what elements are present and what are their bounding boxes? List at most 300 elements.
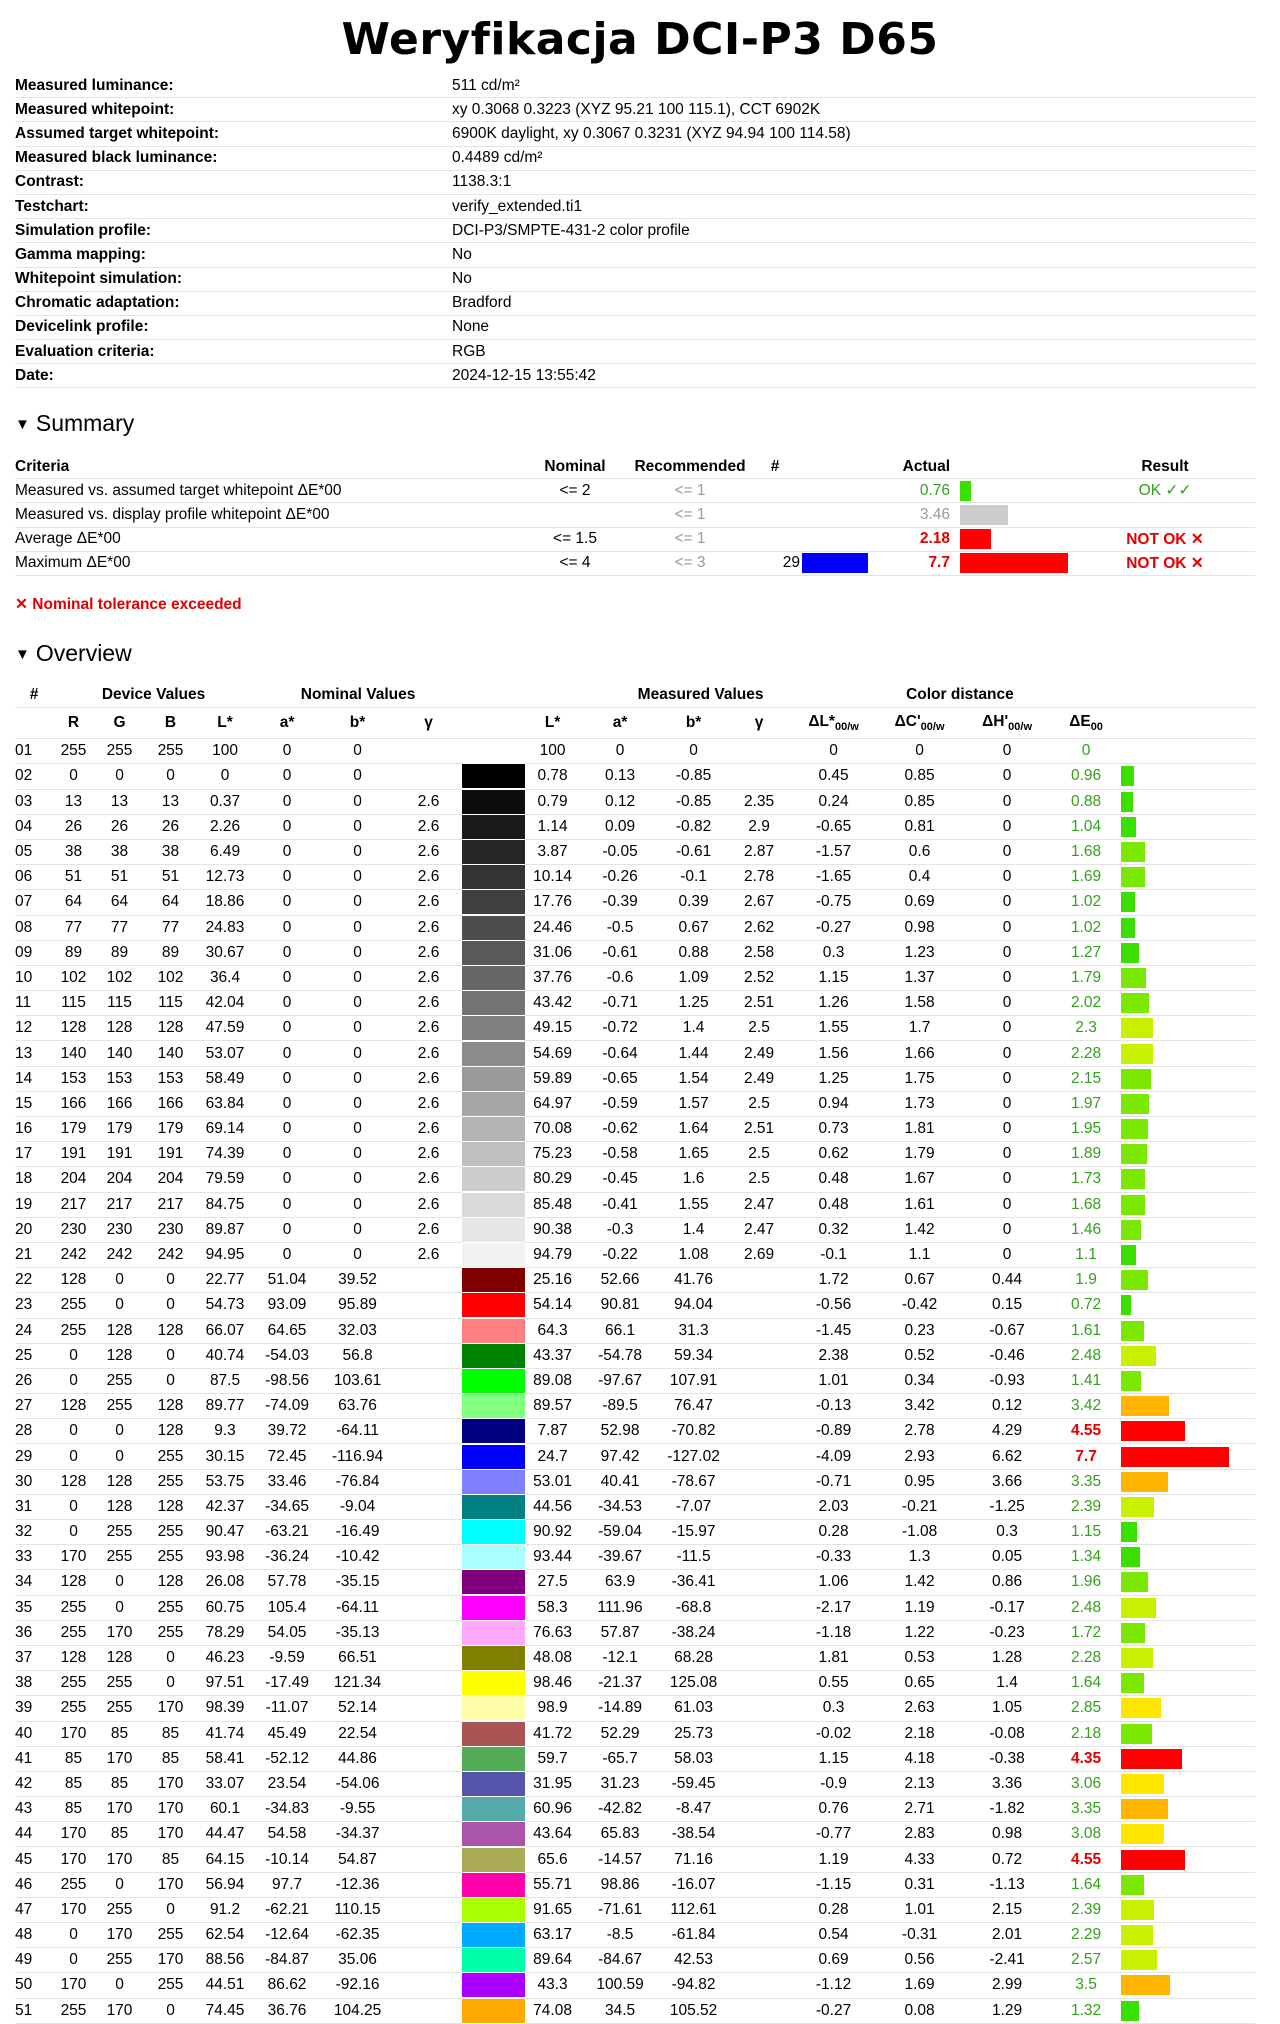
g-cell: 85	[94, 1771, 145, 1796]
nom-gamma-cell: 2.6	[395, 965, 462, 990]
g-cell: 38	[94, 839, 145, 864]
delta-l-cell: 0	[791, 739, 876, 764]
color-swatch-cell	[462, 1520, 525, 1545]
b-cell: 51	[145, 865, 196, 890]
meas-a-cell: -8.5	[580, 1923, 660, 1948]
color-swatch-cell	[462, 1217, 525, 1242]
delta-e-bar-cell	[1121, 1797, 1255, 1822]
meas-l-cell: 10.14	[525, 865, 580, 890]
delta-e-bar-cell	[1121, 1117, 1255, 1142]
delta-e-bar	[1121, 1497, 1154, 1517]
overview-row	[15, 1545, 1255, 1570]
color-swatch-cell	[462, 1595, 525, 1620]
meas-gamma-cell	[727, 1872, 791, 1897]
r-cell: 0	[53, 1948, 94, 1973]
meas-gamma-cell	[727, 1721, 791, 1746]
r-cell: 64	[53, 890, 94, 915]
delta-l-cell: -0.9	[791, 1771, 876, 1796]
delta-e-cell: 1.61	[1051, 1318, 1121, 1343]
num-cell: 40	[15, 1721, 53, 1746]
num-cell: 10	[15, 965, 53, 990]
delta-e-cell: 0.88	[1051, 789, 1121, 814]
nom-gamma-cell	[395, 1343, 462, 1368]
meas-gamma-cell	[727, 1847, 791, 1872]
color-swatch	[462, 1545, 525, 1569]
delta-e-bar	[1121, 842, 1145, 862]
delta-e-cell: 2.15	[1051, 1066, 1121, 1091]
delta-c-cell: 0.31	[876, 1872, 963, 1897]
b-cell: 255	[145, 1973, 196, 1998]
info-label: Measured black luminance:	[15, 146, 452, 170]
delta-h-cell: -0.08	[963, 1721, 1051, 1746]
num-cell: 25	[15, 1343, 53, 1368]
delta-e-bar-cell	[1121, 814, 1255, 839]
color-swatch-cell	[462, 1268, 525, 1293]
nom-a-cell: -11.07	[254, 1696, 320, 1721]
g-cell: 51	[94, 865, 145, 890]
nom-a-cell: 0	[254, 940, 320, 965]
delta-e-bar-cell	[1121, 1091, 1255, 1116]
color-swatch-cell	[462, 1897, 525, 1922]
color-swatch	[462, 1999, 525, 2023]
delta-e-bar	[1121, 1799, 1168, 1819]
delta-c-cell: 0.08	[876, 1998, 963, 2023]
meas-b-cell: 25.73	[660, 1721, 727, 1746]
meas-a-cell: -14.57	[580, 1847, 660, 1872]
r-cell: 77	[53, 915, 94, 940]
color-swatch-cell	[462, 1822, 525, 1847]
summary-section-toggle[interactable]	[15, 410, 134, 437]
delta-l-cell: 1.55	[791, 1016, 876, 1041]
overview-row	[15, 1142, 1255, 1167]
nom-gamma-cell	[395, 1746, 462, 1771]
delta-e-bar-cell	[1121, 1570, 1255, 1595]
delta-e-bar	[1121, 1044, 1153, 1064]
delta-h-cell: 1.05	[963, 1696, 1051, 1721]
g-cell: 64	[94, 890, 145, 915]
delta-l-cell: 1.26	[791, 991, 876, 1016]
delta-e-cell: 1.02	[1051, 915, 1121, 940]
nom-gamma-cell	[395, 1771, 462, 1796]
color-swatch	[462, 764, 525, 788]
num-cell: 12	[15, 1016, 53, 1041]
delta-e-bar	[1121, 1371, 1141, 1391]
color-swatch	[462, 941, 525, 965]
r-cell: 128	[53, 1016, 94, 1041]
nom-b-cell: 0	[320, 965, 395, 990]
meas-b-cell: 0	[660, 739, 727, 764]
delta-e-cell: 1.04	[1051, 814, 1121, 839]
num-cell: 23	[15, 1293, 53, 1318]
info-value: No	[452, 243, 1255, 267]
info-value: 1138.3:1	[452, 170, 1255, 194]
nom-l-cell: 12.73	[196, 865, 254, 890]
delta-h-cell: 0	[963, 1242, 1051, 1267]
num-cell: 37	[15, 1645, 53, 1670]
nom-a-cell: 93.09	[254, 1293, 320, 1318]
g-cell: 0	[94, 1570, 145, 1595]
nom-a-cell: 105.4	[254, 1595, 320, 1620]
color-swatch-cell	[462, 1645, 525, 1670]
color-swatch-cell	[462, 1091, 525, 1116]
delta-e-cell: 0.72	[1051, 1293, 1121, 1318]
delta-h-cell: -2.41	[963, 1948, 1051, 1973]
nom-b-cell: 63.76	[320, 1394, 395, 1419]
meas-a-cell: 100.59	[580, 1973, 660, 1998]
delta-e-bar	[1121, 1724, 1152, 1744]
criteria-cell: Measured vs. display profile whitepoint ΔE*00	[15, 503, 520, 527]
delta-e-cell: 2.39	[1051, 1494, 1121, 1519]
meas-a-cell: 111.96	[580, 1595, 660, 1620]
delta-e-bar	[1121, 1396, 1169, 1416]
meas-a-cell: -21.37	[580, 1671, 660, 1696]
delta-e-cell: 0	[1051, 739, 1121, 764]
delta-c-cell: 0.85	[876, 789, 963, 814]
delta-e-bar-cell	[1121, 1545, 1255, 1570]
nom-b-cell: -62.35	[320, 1923, 395, 1948]
meas-b-cell: 1.08	[660, 1242, 727, 1267]
nom-l-cell: 56.94	[196, 1872, 254, 1897]
info-label: Testchart:	[15, 194, 452, 218]
delta-h-cell: -1.13	[963, 1872, 1051, 1897]
nom-gamma-cell	[395, 1645, 462, 1670]
r-cell: 153	[53, 1066, 94, 1091]
delta-l-cell: 0.48	[791, 1192, 876, 1217]
nom-a-cell: -62.21	[254, 1897, 320, 1922]
meas-l-cell: 24.7	[525, 1444, 580, 1469]
meas-gamma-cell: 2.58	[727, 940, 791, 965]
meas-a-cell: -0.45	[580, 1167, 660, 1192]
g-cell: 255	[94, 1368, 145, 1393]
meas-gamma-cell: 2.49	[727, 1041, 791, 1066]
b-cell: 191	[145, 1142, 196, 1167]
actual-header: Actual	[868, 455, 950, 479]
delta-h-cell: -0.23	[963, 1620, 1051, 1645]
meas-gamma-cell	[727, 1746, 791, 1771]
recommended-cell: <= 1	[630, 527, 750, 551]
collapse-triangle-icon: ▼	[15, 416, 30, 433]
nom-b-cell: 32.03	[320, 1318, 395, 1343]
meas-l-cell: 90.92	[525, 1520, 580, 1545]
delta-e-cell: 2.02	[1051, 991, 1121, 1016]
color-swatch	[462, 1722, 525, 1746]
info-row	[15, 219, 1255, 243]
num-cell: 49	[15, 1948, 53, 1973]
r-cell: 85	[53, 1746, 94, 1771]
nom-b-cell: -12.36	[320, 1872, 395, 1897]
delta-e-bar	[1121, 1749, 1182, 1769]
delta-c-cell: 0	[876, 739, 963, 764]
color-swatch	[462, 1419, 525, 1443]
distance-header	[1051, 708, 1121, 739]
color-swatch-cell	[462, 915, 525, 940]
meas-gamma-cell	[727, 1696, 791, 1721]
delta-e-bar	[1121, 867, 1145, 887]
color-swatch-cell	[462, 1066, 525, 1091]
color-swatch	[462, 1570, 525, 1594]
delta-e-cell: 1.79	[1051, 965, 1121, 990]
meas-gamma-cell: 2.35	[727, 789, 791, 814]
nom-gamma-cell	[395, 1822, 462, 1847]
r-cell: 128	[53, 1570, 94, 1595]
num-cell: 17	[15, 1142, 53, 1167]
delta-e-cell: 1.68	[1051, 839, 1121, 864]
meas-b-cell: -11.5	[660, 1545, 727, 1570]
g-cell: 170	[94, 1923, 145, 1948]
delta-h-cell: 0.86	[963, 1570, 1051, 1595]
delta-e-cell: 1.64	[1051, 1872, 1121, 1897]
meas-gamma-cell	[727, 1923, 791, 1948]
actual-bar-cell	[960, 527, 1075, 551]
color-swatch-cell	[462, 1998, 525, 2023]
info-row	[15, 170, 1255, 194]
meas-a-cell: 97.42	[580, 1444, 660, 1469]
nom-a-cell: 0	[254, 865, 320, 890]
meas-b-cell: 1.09	[660, 965, 727, 990]
b-cell: 170	[145, 1822, 196, 1847]
meas-b-cell: 94.04	[660, 1293, 727, 1318]
meas-a-cell: 66.1	[580, 1318, 660, 1343]
nom-l-cell: 87.5	[196, 1368, 254, 1393]
delta-c-cell: 1.66	[876, 1041, 963, 1066]
meas-l-cell: 65.6	[525, 1847, 580, 1872]
delta-c-cell: 1.73	[876, 1091, 963, 1116]
num-cell: 42	[15, 1771, 53, 1796]
color-swatch	[462, 1848, 525, 1872]
nom-gamma-cell	[395, 1671, 462, 1696]
meas-b-cell: -7.07	[660, 1494, 727, 1519]
delta-c-cell: 2.71	[876, 1797, 963, 1822]
delta-e-cell: 1.64	[1051, 1671, 1121, 1696]
nom-l-cell: 98.39	[196, 1696, 254, 1721]
actual-bar	[960, 529, 991, 549]
delta-l-cell: 0.94	[791, 1091, 876, 1116]
meas-l-cell: 98.9	[525, 1696, 580, 1721]
color-swatch	[462, 1646, 525, 1670]
delta-e-bar	[1121, 1824, 1164, 1844]
nom-b-cell: 35.06	[320, 1948, 395, 1973]
delta-l-cell: 0.3	[791, 1696, 876, 1721]
overview-section-toggle[interactable]	[15, 640, 132, 667]
g-cell: 0	[94, 1595, 145, 1620]
delta-c-cell: 1.58	[876, 991, 963, 1016]
nom-l-cell: 88.56	[196, 1948, 254, 1973]
nom-a-cell: -10.14	[254, 1847, 320, 1872]
delta-h-cell: 0	[963, 991, 1051, 1016]
nominal-values-header: Nominal Values	[254, 683, 462, 708]
recommended-cell: <= 1	[630, 503, 750, 527]
overview-row	[15, 1595, 1255, 1620]
delta-e-cell: 1.1	[1051, 1242, 1121, 1267]
delta-c-cell: 2.18	[876, 1721, 963, 1746]
meas-l-cell: 89.57	[525, 1394, 580, 1419]
actual-cell: 0.76	[868, 479, 950, 503]
meas-a-cell: -0.58	[580, 1142, 660, 1167]
nom-b-cell: 44.86	[320, 1746, 395, 1771]
meas-a-cell: 0.13	[580, 764, 660, 789]
nom-l-cell: 40.74	[196, 1343, 254, 1368]
nom-b-cell: -64.11	[320, 1419, 395, 1444]
nom-b-cell: -9.55	[320, 1797, 395, 1822]
summary-row	[15, 527, 1255, 551]
b-cell: 170	[145, 1696, 196, 1721]
num-cell: 39	[15, 1696, 53, 1721]
delta-e-bar-cell	[1121, 1494, 1255, 1519]
r-cell: 38	[53, 839, 94, 864]
delta-e-bar-cell	[1121, 1066, 1255, 1091]
delta-e-bar-cell	[1121, 1721, 1255, 1746]
meas-l-cell: 89.64	[525, 1948, 580, 1973]
meas-a-cell: -0.71	[580, 991, 660, 1016]
delta-h-cell: 0	[963, 890, 1051, 915]
overview-row	[15, 890, 1255, 915]
info-value: 6900K daylight, xy 0.3067 0.3231 (XYZ 94.94 100 114.58)	[452, 122, 1255, 146]
meas-l-cell: 24.46	[525, 915, 580, 940]
meas-b-cell: 105.52	[660, 1998, 727, 2023]
r-cell: 255	[53, 1293, 94, 1318]
meas-a-cell: -12.1	[580, 1645, 660, 1670]
meas-gamma-cell	[727, 1394, 791, 1419]
overview-row	[15, 1343, 1255, 1368]
r-cell: 170	[53, 1721, 94, 1746]
r-cell: 0	[53, 1444, 94, 1469]
meas-l-cell: 58.3	[525, 1595, 580, 1620]
b-cell: 128	[145, 1016, 196, 1041]
nom-b-cell: 0	[320, 940, 395, 965]
color-swatch	[462, 1747, 525, 1771]
delta-h-cell: 2.99	[963, 1973, 1051, 1998]
meas-a-cell: -0.62	[580, 1117, 660, 1142]
color-swatch-cell	[462, 965, 525, 990]
color-swatch-cell	[462, 1620, 525, 1645]
nom-gamma-cell: 2.6	[395, 915, 462, 940]
color-swatch-cell	[462, 1696, 525, 1721]
g-cell: 255	[94, 1394, 145, 1419]
delta-c-cell: 1.23	[876, 940, 963, 965]
delta-e-bar-cell	[1121, 1948, 1255, 1973]
g-cell: 153	[94, 1066, 145, 1091]
actual-bar	[960, 481, 971, 501]
g-cell: 170	[94, 1620, 145, 1645]
delta-h-cell: -1.82	[963, 1797, 1051, 1822]
color-swatch	[462, 991, 525, 1015]
b-cell: 13	[145, 789, 196, 814]
meas-gamma-cell	[727, 1645, 791, 1670]
r-cell: 204	[53, 1167, 94, 1192]
color-swatch	[462, 1117, 525, 1141]
delta-e-bar-cell	[1121, 1771, 1255, 1796]
delta-l-cell: -0.56	[791, 1293, 876, 1318]
nom-b-cell: 0	[320, 814, 395, 839]
nom-l-cell: 58.41	[196, 1746, 254, 1771]
nom-l-cell: 42.37	[196, 1494, 254, 1519]
meas-l-cell: 43.3	[525, 1973, 580, 1998]
color-swatch	[462, 1092, 525, 1116]
meas-l-cell: 100	[525, 739, 580, 764]
delta-l-cell: 1.72	[791, 1268, 876, 1293]
delta-e-bar-cell	[1121, 1318, 1255, 1343]
meas-gamma-cell: 2.9	[727, 814, 791, 839]
meas-gamma-cell	[727, 764, 791, 789]
delta-e-bar	[1121, 1447, 1229, 1467]
delta-h-cell: 0.72	[963, 1847, 1051, 1872]
nom-b-cell: 39.52	[320, 1268, 395, 1293]
g-cell: 128	[94, 1318, 145, 1343]
nom-b-cell: 0	[320, 1117, 395, 1142]
g-cell: 0	[94, 1872, 145, 1897]
nom-l-cell: 58.49	[196, 1066, 254, 1091]
color-swatch-cell	[462, 1469, 525, 1494]
delta-e-cell: 0.96	[1051, 764, 1121, 789]
num-cell: 33	[15, 1545, 53, 1570]
overview-row	[15, 1696, 1255, 1721]
color-swatch	[462, 1948, 525, 1972]
meas-b-cell: 1.55	[660, 1192, 727, 1217]
delta-h-cell: 0	[963, 1091, 1051, 1116]
num-cell: 14	[15, 1066, 53, 1091]
delta-e-bar	[1121, 1950, 1157, 1970]
delta-c-cell: 1.7	[876, 1016, 963, 1041]
num-cell: 30	[15, 1469, 53, 1494]
meas-b-cell: 71.16	[660, 1847, 727, 1872]
meas-a-cell: -39.67	[580, 1545, 660, 1570]
overview-row	[15, 1066, 1255, 1091]
meas-l-cell: 93.44	[525, 1545, 580, 1570]
r-cell: 255	[53, 1671, 94, 1696]
color-swatch-cell	[462, 1771, 525, 1796]
info-value: 0.4489 cd/m²	[452, 146, 1255, 170]
b-cell: 0	[145, 1368, 196, 1393]
meas-gamma-cell	[727, 1419, 791, 1444]
color-swatch	[462, 815, 525, 839]
col-header: a*	[254, 708, 320, 739]
meas-gamma-cell	[727, 1973, 791, 1998]
nom-l-cell: 69.14	[196, 1117, 254, 1142]
nom-b-cell: 0	[320, 789, 395, 814]
meas-b-cell: 125.08	[660, 1671, 727, 1696]
nom-a-cell: 0	[254, 1192, 320, 1217]
num-cell: 38	[15, 1671, 53, 1696]
nom-l-cell: 97.51	[196, 1671, 254, 1696]
delta-e-bar	[1121, 918, 1135, 938]
distance-header-sub: 00	[1090, 721, 1103, 734]
delta-e-bar-cell	[1121, 1923, 1255, 1948]
nom-gamma-cell: 2.6	[395, 1117, 462, 1142]
r-cell: 242	[53, 1242, 94, 1267]
r-cell: 0	[53, 1520, 94, 1545]
meas-l-cell: 0.78	[525, 764, 580, 789]
delta-e-bar	[1121, 1522, 1137, 1542]
b-cell: 170	[145, 1948, 196, 1973]
delta-c-cell: 0.6	[876, 839, 963, 864]
delta-e-bar	[1121, 1295, 1131, 1315]
delta-h-cell: 0	[963, 789, 1051, 814]
color-swatch-cell	[462, 1016, 525, 1041]
overview-row	[15, 1444, 1255, 1469]
color-swatch	[462, 1293, 525, 1317]
color-swatch	[462, 890, 525, 914]
g-cell: 13	[94, 789, 145, 814]
g-cell: 89	[94, 940, 145, 965]
color-swatch-cell	[462, 739, 525, 764]
delta-l-cell: -1.15	[791, 1872, 876, 1897]
delta-e-bar	[1121, 1094, 1149, 1114]
color-swatch	[462, 1898, 525, 1922]
delta-e-bar-cell	[1121, 1897, 1255, 1922]
nom-gamma-cell	[395, 1897, 462, 1922]
info-row	[15, 267, 1255, 291]
meas-l-cell: 75.23	[525, 1142, 580, 1167]
